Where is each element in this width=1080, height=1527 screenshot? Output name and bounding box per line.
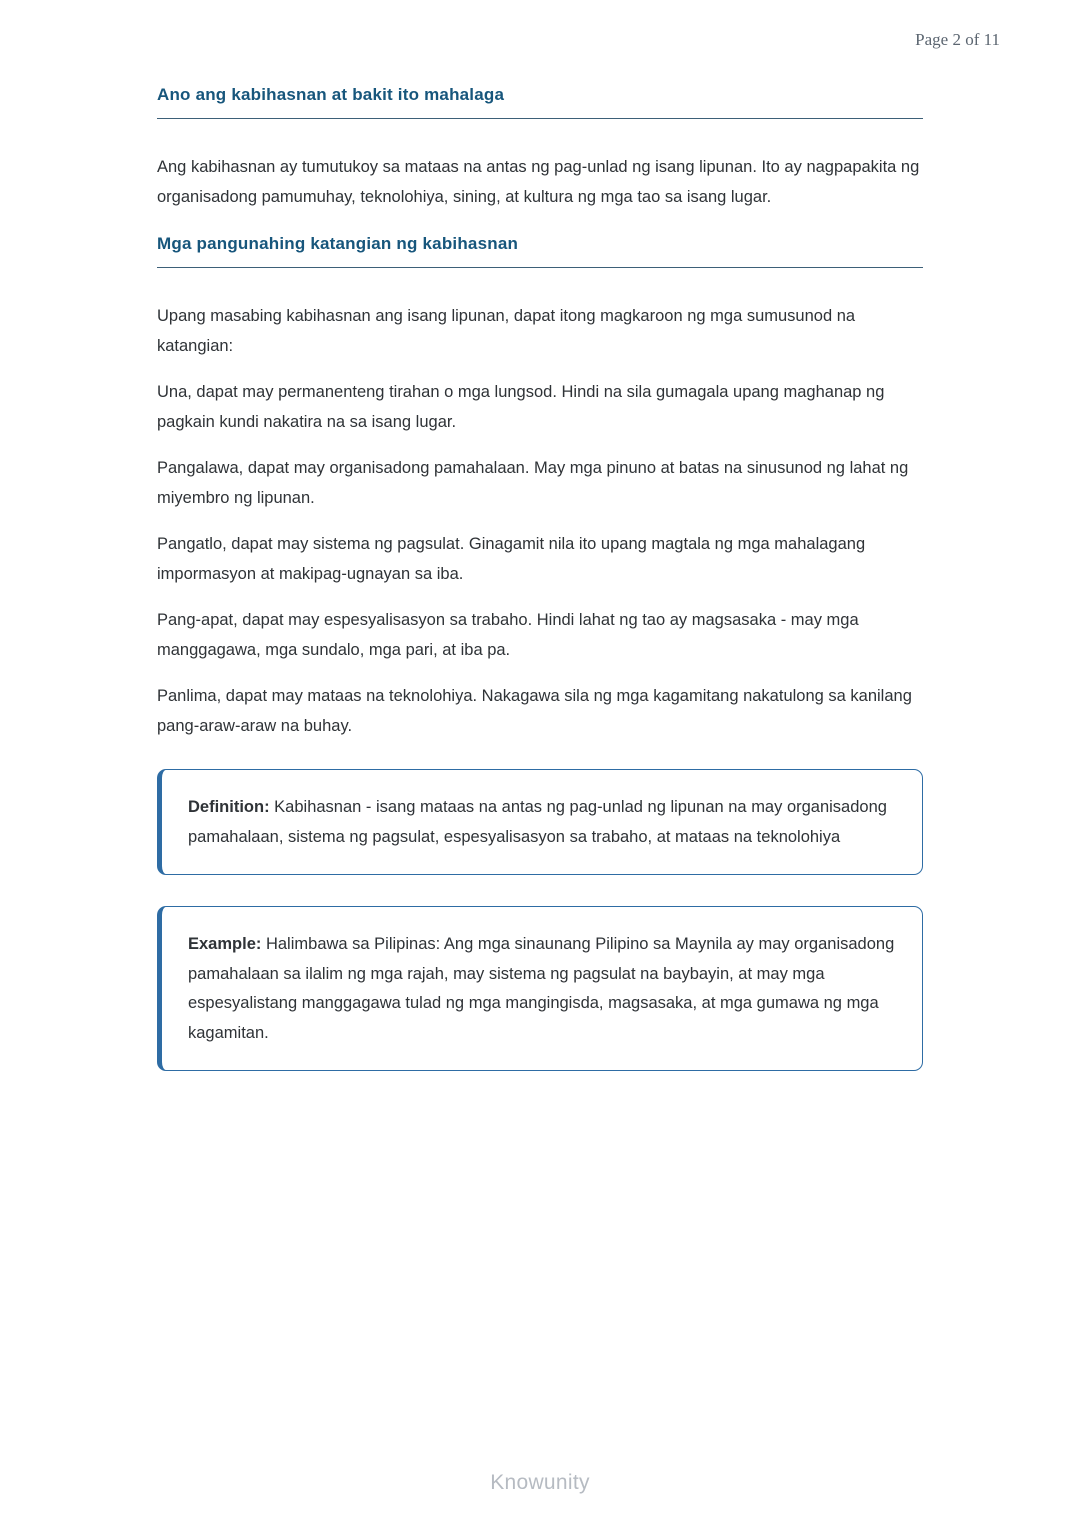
document-content xyxy=(157,85,923,1071)
heading-divider xyxy=(157,118,923,119)
section-heading: Mga pangunahing katangian ng kabihasnan xyxy=(157,234,519,253)
callout-group xyxy=(157,769,923,1071)
callout-text: Kabihasnan - isang mataas na antas ng pag-unlad ng lipunan na may organisadong pamahalaan, sistema ng pagsulat, espesyalisasyon sa trabaho, at mataas na teknolohiya xyxy=(188,798,887,846)
heading-divider xyxy=(157,267,923,268)
paragraph: Panlima, dapat may mataas na teknolohiya. Nakagawa sila ng mga kagamitang nakatulong sa kanilang pang-araw-araw na buhay. xyxy=(157,687,912,735)
section-main-characteristics xyxy=(157,234,923,741)
example-callout xyxy=(157,906,923,1071)
footer-brand: Knowunity xyxy=(490,1471,590,1494)
definition-callout xyxy=(157,769,923,875)
page-number-indicator: Page 2 of 11 xyxy=(915,30,1000,49)
callout-text: Halimbawa sa Pilipinas: Ang mga sinaunang Pilipino sa Maynila ay may organisadong pamahalaan sa ilalim ng mga rajah, may sistema ng pagsulat na baybayin, at may mga espesyalistang manggagawa tulad ng mga mangingisda, magsasaka, at mga gumawa ng mga kagamitan. xyxy=(188,935,895,1042)
paragraph: Upang masabing kabihasnan ang isang lipunan, dapat itong magkaroon ng mga sumusunod na katangian: xyxy=(157,307,856,355)
section-what-is-civilization xyxy=(157,85,923,212)
paragraph: Ang kabihasnan ay tumutukoy sa mataas na antas ng pag-unlad ng isang lipunan. Ito ay nagpapakita ng organisadong pamumuhay, teknolohiya, sining, at kultura ng mga tao sa isang lugar. xyxy=(157,158,920,206)
callout-label: Definition: xyxy=(188,798,270,816)
callout-label: Example: xyxy=(188,935,262,953)
paragraph: Pangalawa, dapat may organisadong pamahalaan. May mga pinuno at batas na sinusunod ng lahat ng miyembro ng lipunan. xyxy=(157,459,909,507)
section-heading: Ano ang kabihasnan at bakit ito mahalaga xyxy=(157,85,505,104)
paragraph: Pang-apat, dapat may espesyalisasyon sa trabaho. Hindi lahat ng tao ay magsasaka - may mga manggagawa, mga sundalo, mga pari, at iba pa. xyxy=(157,611,859,659)
paragraph: Una, dapat may permanenteng tirahan o mga lungsod. Hindi na sila gumagala upang maghanap ng pagkain kundi nakatira na sa isang lugar. xyxy=(157,383,885,431)
paragraph: Pangatlo, dapat may sistema ng pagsulat. Ginagamit nila ito upang magtala ng mga mahalagang impormasyon at makipag-ugnayan sa iba. xyxy=(157,535,866,583)
